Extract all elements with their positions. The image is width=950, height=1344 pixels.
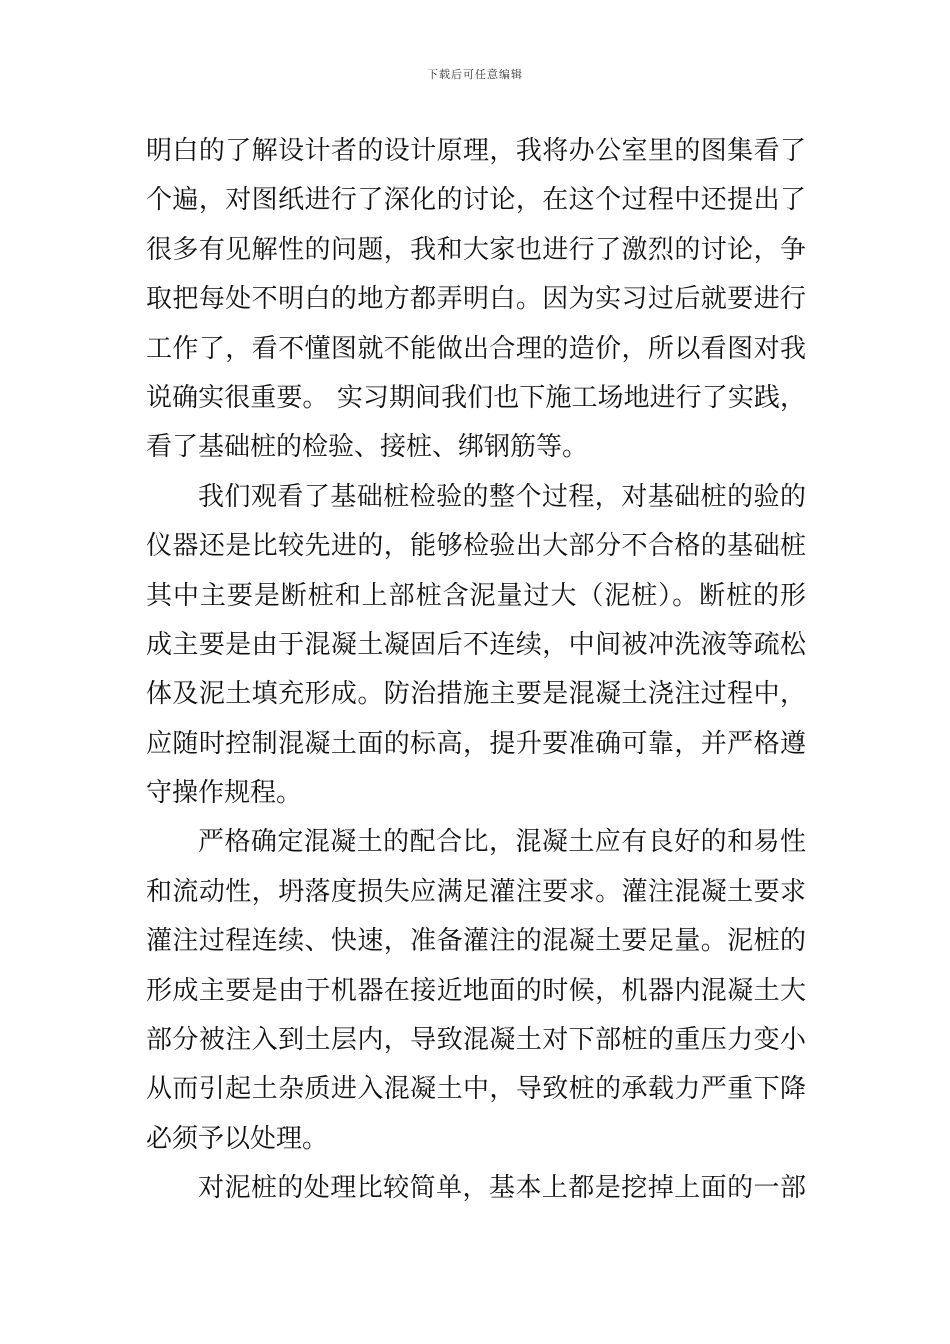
text-line: 严格确定混凝土的配合比，混凝土应有良好的和易性 xyxy=(198,827,806,858)
text-line: 说确实很重要。 实习期间我们也下施工场地进行了实践， xyxy=(146,382,806,413)
text-line: 和流动性，坍落度损失应满足灌注要求。灌注混凝土要求 xyxy=(146,876,806,907)
text-line: 必须予以处理。 xyxy=(146,1123,329,1154)
text-line: 很多有见解性的问题，我和大家也进行了激烈的讨论，争 xyxy=(146,234,806,265)
paragraph-3 xyxy=(146,818,806,1164)
text-line: 明白的了解设计者的设计原理，我将办公室里的图集看了 xyxy=(146,136,806,166)
text-line: 守操作规程。 xyxy=(146,778,303,809)
text-line: 取把每处不明白的地方都弄明白。因为实习过后就要进行 xyxy=(146,284,806,315)
text-line: 应随时控制混凝土面的标高，提升要准确可靠，并严格遵 xyxy=(146,728,806,759)
header-note: 下载后可任意编辑 xyxy=(427,68,523,81)
text-line: 工作了，看不懂图就不能做出合理的造价，所以看图对我 xyxy=(146,333,806,364)
text-line: 体及泥土填充形成。防治措施主要是混凝土浇注过程中， xyxy=(146,679,806,710)
paragraph-1 xyxy=(146,127,806,473)
text-line: 其中主要是断桩和上部桩含泥量过大（泥桩）。断桩的形 xyxy=(146,580,806,611)
text-line: 从而引起土杂质进入混凝土中，导致桩的承载力严重下降 xyxy=(146,1074,806,1105)
text-line: 形成主要是由于机器在接近地面的时候，机器内混凝土大 xyxy=(146,975,806,1006)
text-line: 部分被注入到土层内，导致混凝土对下部桩的重压力变小 xyxy=(146,1025,806,1056)
paragraph-2 xyxy=(146,473,806,819)
text-line: 我们观看了基础桩检验的整个过程，对基础桩的验的 xyxy=(198,481,806,512)
text-line: 看了基础桩的检验、接桩、绑钢筋等。 xyxy=(146,432,589,463)
paragraph-4 xyxy=(146,1164,806,1213)
text-line: 仪器还是比较先进的，能够检验出大部分不合格的基础桩 xyxy=(146,531,806,562)
text-line: 成主要是由于混凝土凝固后不连续，中间被冲洗液等疏松 xyxy=(146,629,806,660)
text-line: 灌注过程连续、快速，准备灌注的混凝土要足量。泥桩的 xyxy=(146,926,806,957)
text-line: 对泥桩的处理比较简单，基本上都是挖掉上面的一部 xyxy=(198,1173,806,1204)
body-text xyxy=(146,127,806,1214)
text-line: 个遍，对图纸进行了深化的讨论，在这个过程中还提出了 xyxy=(146,185,806,216)
